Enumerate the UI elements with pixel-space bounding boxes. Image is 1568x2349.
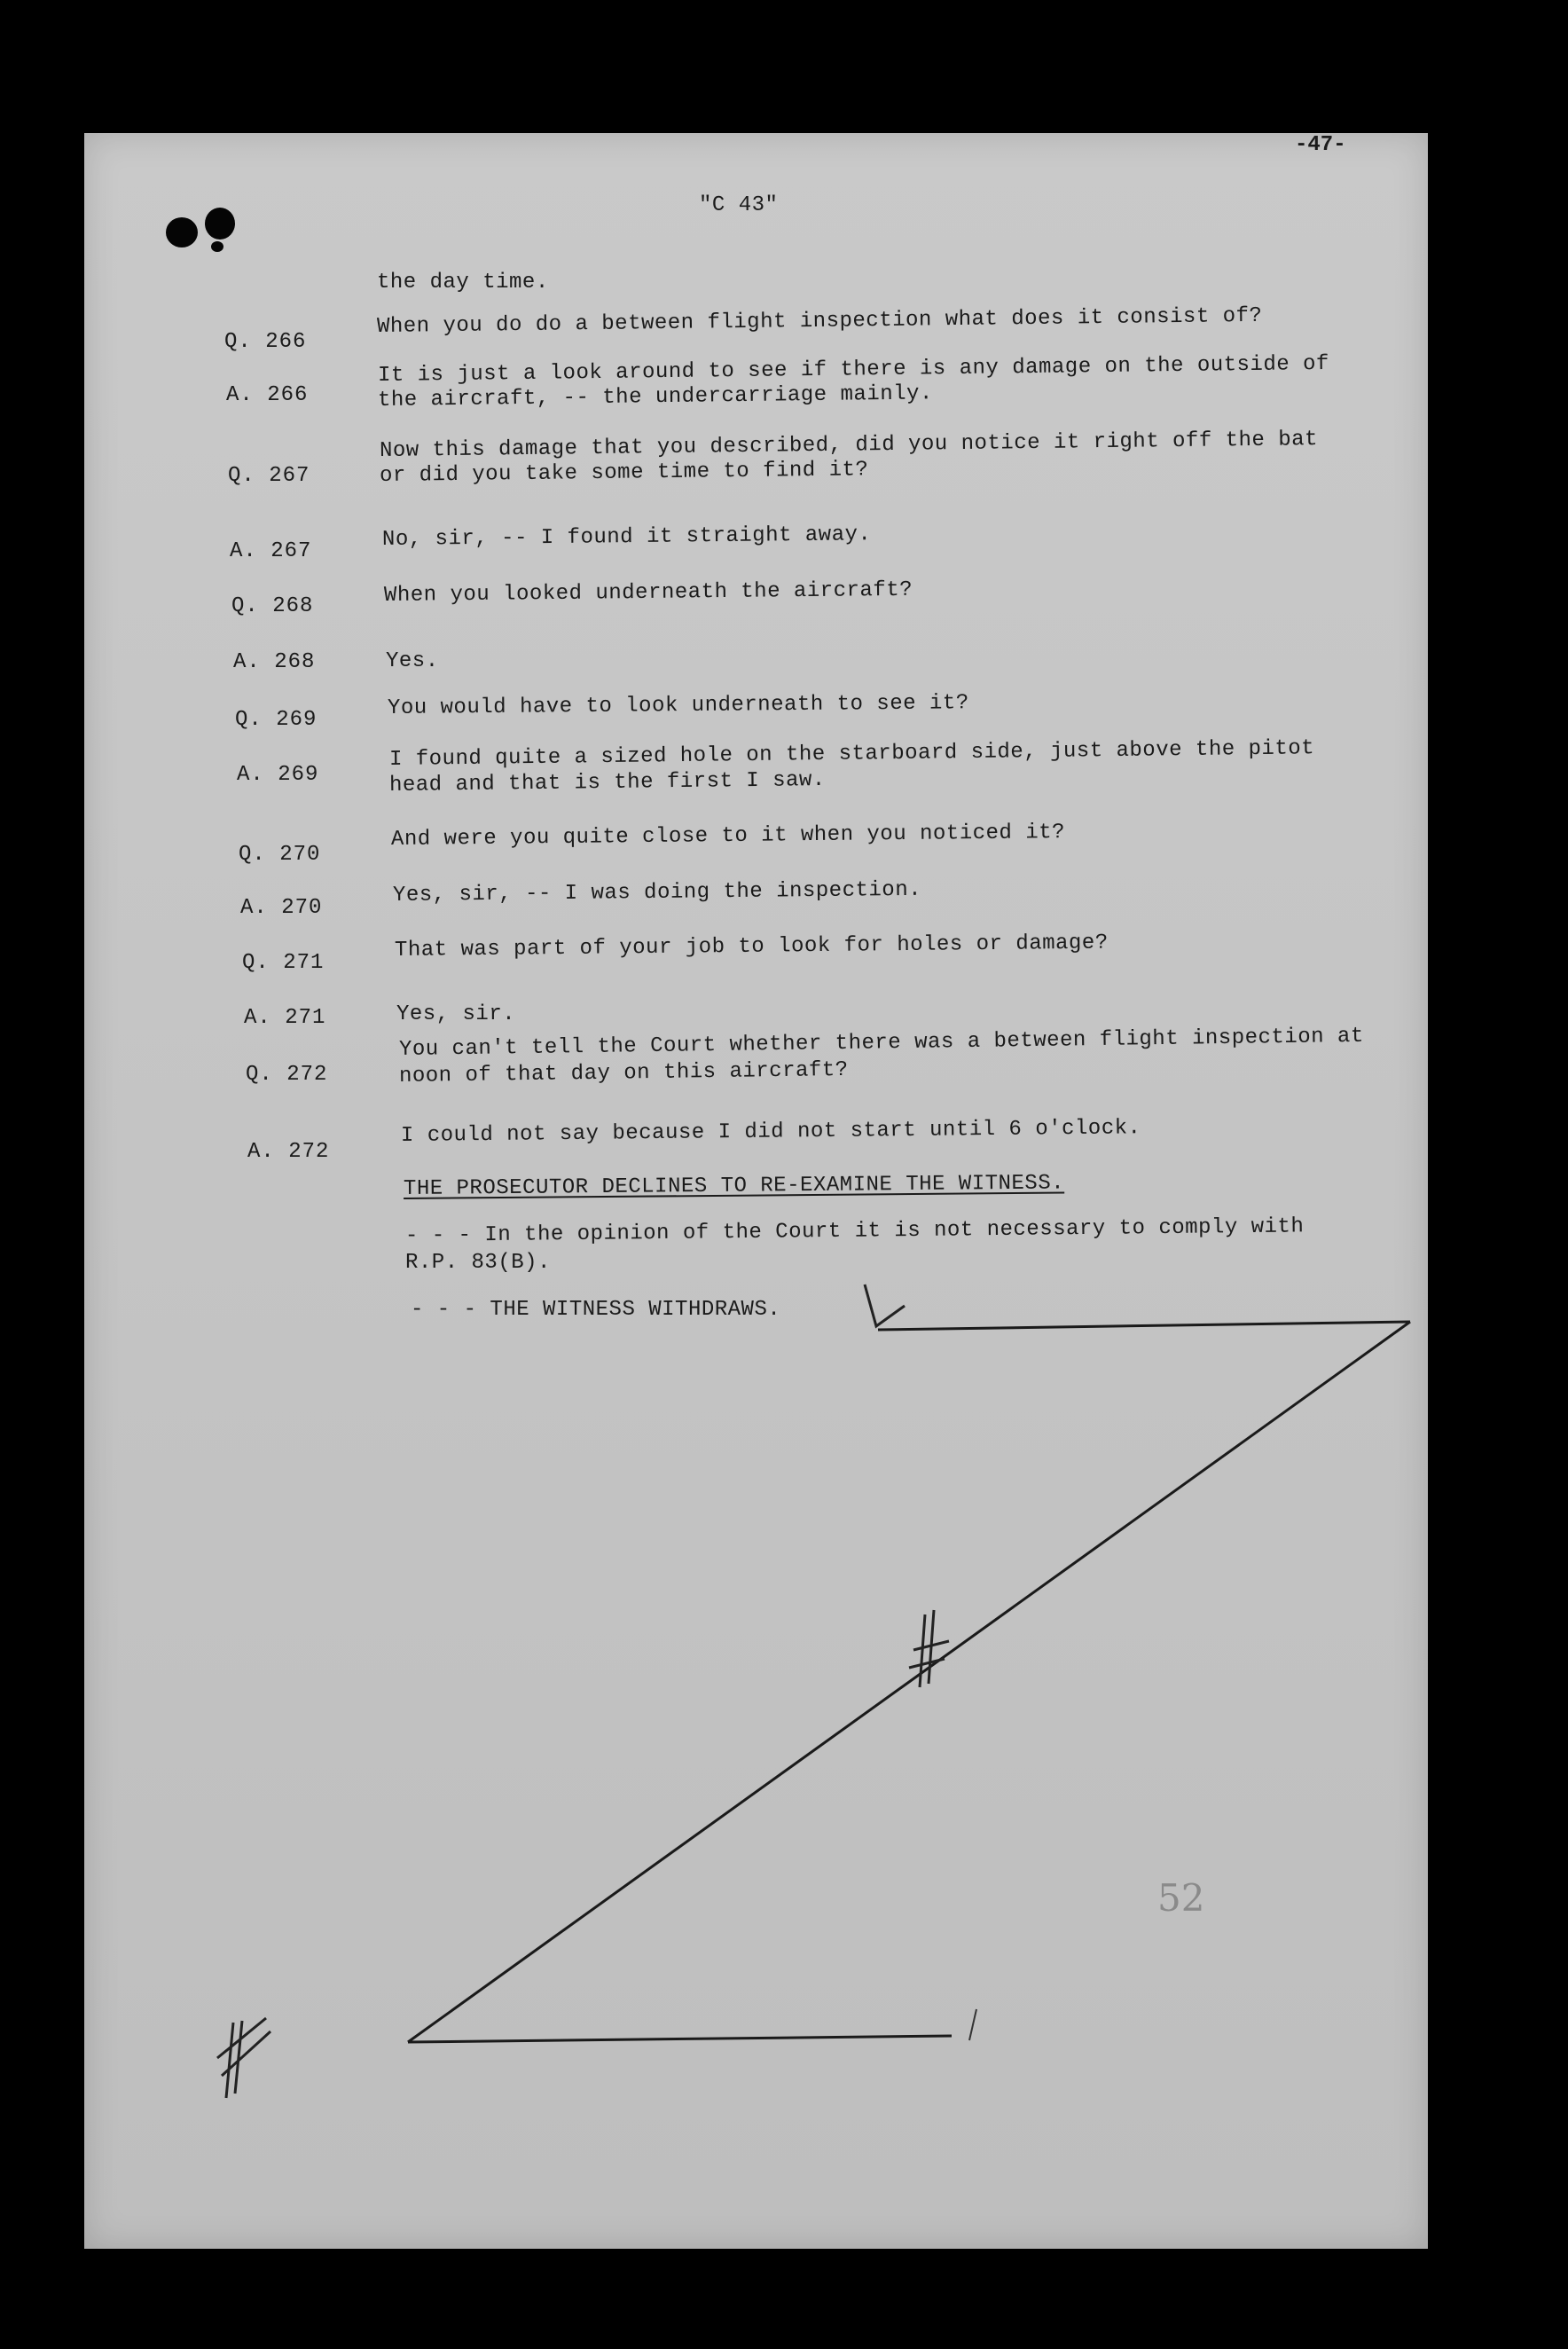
- answer-text: I could not say because I did not start until 6 o'clock.: [400, 1116, 1141, 1148]
- question-text: Now this damage that you described, did you notice it right off the bat: [379, 428, 1319, 463]
- question-text: That was part of your job to look for holes or damage?: [394, 931, 1109, 962]
- prosecutor-statement: THE PROSECUTOR DECLINES TO RE-EXAMINE THE WITNESS.: [403, 1171, 1065, 1201]
- question-text: or did you take some time to find it?: [379, 458, 869, 488]
- answer-text: It is just a look around to see if there is any damage on the outside of: [377, 351, 1330, 388]
- question-text: You would have to look underneath to see it?: [387, 691, 969, 720]
- question-label: Q. 271: [242, 951, 325, 975]
- question-text: You can't tell the Court whether there was a between flight inspection at: [398, 1024, 1364, 1062]
- transcript-line: the day time.: [377, 271, 549, 295]
- answer-label: A. 272: [247, 1140, 330, 1164]
- answer-label: A. 269: [237, 763, 319, 787]
- question-label: Q. 266: [224, 330, 307, 354]
- answer-text: head and that is the first I saw.: [388, 767, 826, 797]
- question-text: noon of that day on this aircraft?: [398, 1057, 849, 1088]
- page-stamp-number: 52: [1157, 1876, 1205, 1920]
- answer-label: A. 270: [240, 896, 323, 920]
- question-label: Q. 270: [239, 843, 321, 867]
- answer-text: I found quite a sized hole on the starboard side, just above the pitot: [388, 736, 1315, 772]
- question-text: When you do do a between flight inspection what does it consist of?: [376, 303, 1263, 339]
- court-opinion: R.P. 83(B).: [405, 1251, 551, 1275]
- question-label: Q. 268: [231, 594, 314, 618]
- answer-text: Yes, sir, -- I was doing the inspection.: [392, 877, 922, 907]
- page-number: -47-: [1295, 133, 1346, 157]
- question-label: Q. 272: [246, 1063, 328, 1087]
- question-text: When you looked underneath the aircraft?: [383, 577, 913, 608]
- answer-text: the aircraft, -- the undercarriage mainly.: [377, 381, 934, 412]
- question-label: Q. 267: [228, 464, 310, 488]
- answer-label: A. 266: [226, 383, 309, 407]
- answer-text: Yes.: [386, 649, 439, 673]
- document-page: [84, 133, 1428, 2249]
- answer-text: Yes, sir.: [396, 1002, 516, 1026]
- witness-withdraws: - - - THE WITNESS WITHDRAWS.: [411, 1298, 781, 1322]
- answer-text: No, sir, -- I found it straight away.: [381, 522, 872, 552]
- question-text: And were you quite close to it when you noticed it?: [390, 821, 1066, 852]
- question-label: Q. 269: [235, 708, 318, 732]
- handwritten-strike-marks: [84, 133, 1428, 2249]
- court-opinion: - - - In the opinion of the Court it is not necessary to comply with: [404, 1214, 1305, 1248]
- file-reference: "C 43": [699, 193, 779, 217]
- answer-label: A. 268: [233, 650, 316, 674]
- answer-label: A. 267: [230, 539, 312, 563]
- answer-label: A. 271: [244, 1006, 326, 1030]
